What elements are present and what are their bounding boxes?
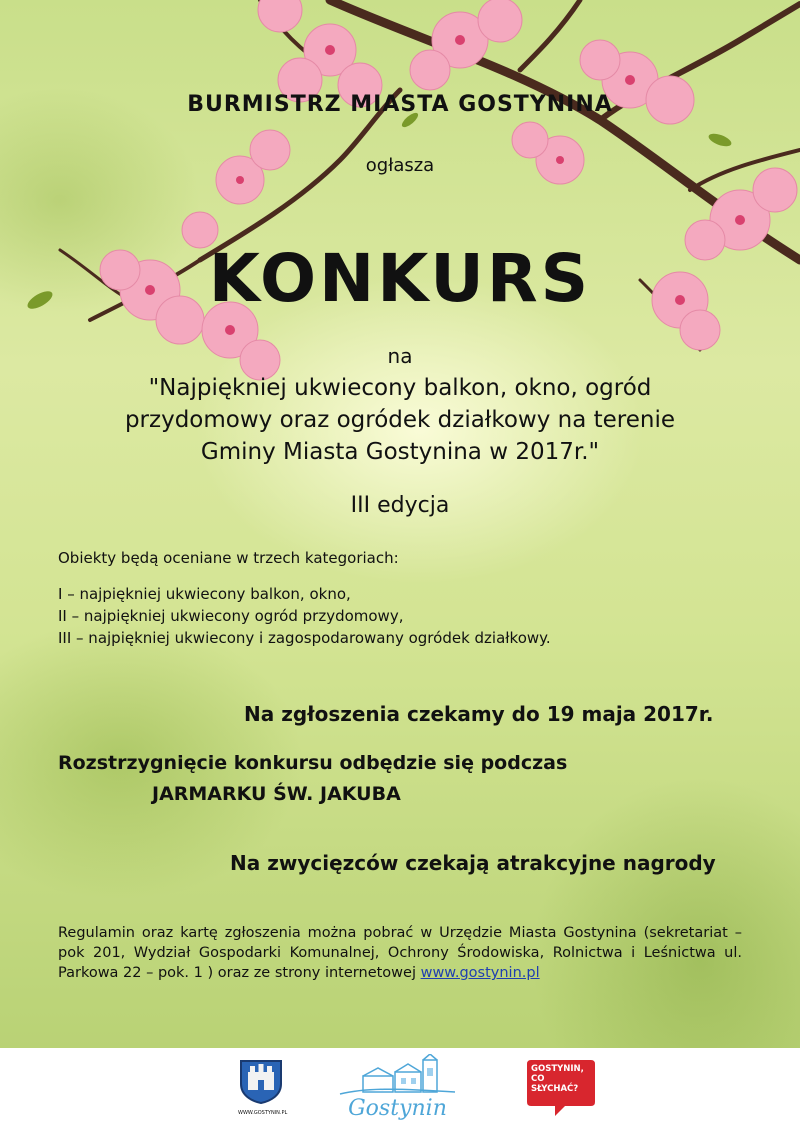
announces-text: ogłasza: [365, 155, 435, 176]
badge-text: [531, 1064, 591, 1094]
crest-icon: [238, 1058, 284, 1104]
blossom-flowers: [25, 0, 797, 380]
category-item: III – najpiękniej ukwiecony i zagospodarowany ogródek działkowy.: [58, 629, 551, 647]
contest-title: [0, 372, 800, 468]
badge-line: GOSTYNIN,: [531, 1064, 584, 1074]
badge-line: SŁYCHAĆ?: [531, 1084, 579, 1094]
gostynin-logo-text: Gostynin: [348, 1096, 447, 1121]
deadline-text: Na zgłoszenia czekamy do 19 maja 2017r.: [244, 702, 714, 726]
category-item: I – najpiękniej ukwiecony balkon, okno,: [58, 585, 351, 603]
footer-logos: [0, 1048, 800, 1132]
contest-title-line: Gminy Miasta Gostynina w 2017r.": [200, 439, 600, 465]
contest-title-line: "Najpiękniej ukwiecony balkon, okno, ogród: [148, 375, 652, 401]
result-event: JARMARKU ŚW. JAKUBA: [152, 783, 401, 805]
rules-paragraph: [58, 923, 742, 983]
headline: KONKURS: [208, 240, 592, 317]
contest-title-line: przydomowy oraz ogródek działkowy na terenie: [124, 407, 676, 433]
na-text: na: [387, 344, 413, 368]
mayor-title: BURMISTRZ MIASTA GOSTYNINA: [187, 92, 613, 117]
category-item: II – najpiękniej ukwiecony ogród przydomowy,: [58, 607, 404, 625]
town-skyline-icon: [335, 1054, 460, 1098]
categories-intro: Obiekty będą oceniane w trzech kategoriach:: [58, 549, 399, 567]
rules-text: Regulamin oraz kartę zgłoszenia można pobrać w Urzędzie Miasta Gostynina (sekretariat – pok 201, Wydział Gospodarki Komunalnej, Ochrony Środowiska, Rolnictwa i Leśnictwa ul. Parkowa 22 – pok. 1 ) oraz ze strony internetowej: [58, 925, 742, 981]
co-slychac-badge: [525, 1058, 597, 1118]
website-link[interactable]: www.gostynin.pl: [420, 965, 540, 981]
badge-line: CO: [531, 1074, 545, 1084]
gostynin-logo: [335, 1054, 460, 1124]
edition-text: III edycja: [350, 493, 450, 518]
prizes-text: Na zwycięzców czekają atrakcyjne nagrody: [230, 851, 716, 875]
city-crest-logo: [238, 1058, 288, 1118]
crest-caption: WWW.GOSTYNIN.PL: [238, 1110, 288, 1116]
result-announcement: Rozstrzygnięcie konkursu odbędzie się podczas: [58, 752, 568, 774]
